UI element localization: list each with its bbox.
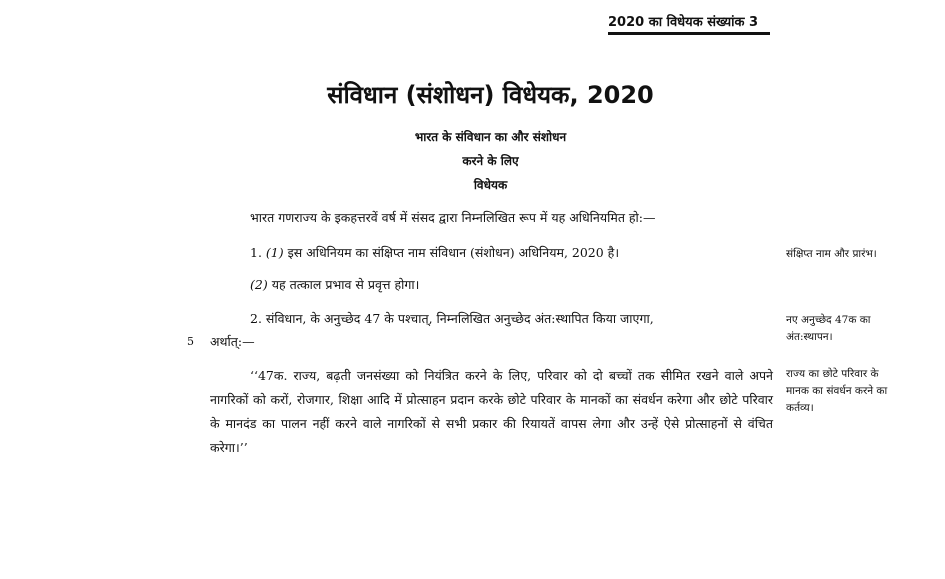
section-1-sub1-text: इस अधिनियम का संक्षिप्त नाम संविधान (संशोधन) अधिनियम, 2020 है। <box>287 245 620 260</box>
article-47a-text: ‘‘47क. राज्य, बढ़ती जनसंख्या को नियंत्रित करने के लिए, परिवार को दो बच्चों तक सीमित रखने वाले अपने नागरिकों को करों, रोजगार, शिक्षा आदि में प्रोत्साहन प्रदान करके छोटे परिवार के मानकों का संवर्धन करेगा और छोटे परिवार के मानदंड का पालन नहीं करने वाले नागरिकों से सभी प्रकार की रियायतें वापस लेगा और उन्हें ऐसे प्रोत्साहनों से वंचित करेगा।’’ <box>210 368 773 455</box>
section-1-subsection-1 <box>250 244 619 261</box>
bill-title: संविधान (संशोधन) विधेयक, 2020 <box>327 81 654 109</box>
enacting-clause: भारत गणराज्य के इकहत्तरवें वर्ष में संसद द्वारा निम्नलिखित रूप में यह अधिनियमित हो:— <box>250 210 656 225</box>
section-1-marginal-note: संक्षिप्त नाम और प्रारंभ। <box>786 248 877 260</box>
section-2-line-1 <box>250 310 654 327</box>
article-47a-marginal-note: राज्य का छोटे परिवार के मानक का संवर्धन करने का कर्तव्य। <box>786 368 888 414</box>
section-1-number: 1. <box>250 245 262 260</box>
subtitle-line-3: विधेयक <box>473 178 508 192</box>
bill-number: 2020 का विधेयक संख्यांक 3 <box>608 15 759 30</box>
line-number: 5 <box>187 335 194 348</box>
section-2-number: 2. <box>250 311 262 326</box>
section-1-sub2-label: (2) <box>250 277 268 292</box>
section-2-text: संविधान, के अनुच्छेद 47 के पश्चात्, निम्नलिखित अनुच्छेद अंत:स्थापित किया जाएगा, <box>265 311 654 326</box>
subtitle-line-1: भारत के संविधान का और संशोधन <box>414 130 567 144</box>
section-2-marginal-note: नए अनुच्छेद 47क का अंत:स्थापन। <box>786 314 871 343</box>
section-2-line-2: अर्थात्:— <box>210 334 255 349</box>
section-1-sub1-label: (1) <box>265 245 284 260</box>
section-1-subsection-2 <box>250 276 419 293</box>
subtitle-line-2: करने के लिए <box>462 154 519 168</box>
section-1-sub2-text: यह तत्काल प्रभाव से प्रवृत्त होगा। <box>271 277 420 292</box>
bill-number-underline <box>608 32 770 35</box>
